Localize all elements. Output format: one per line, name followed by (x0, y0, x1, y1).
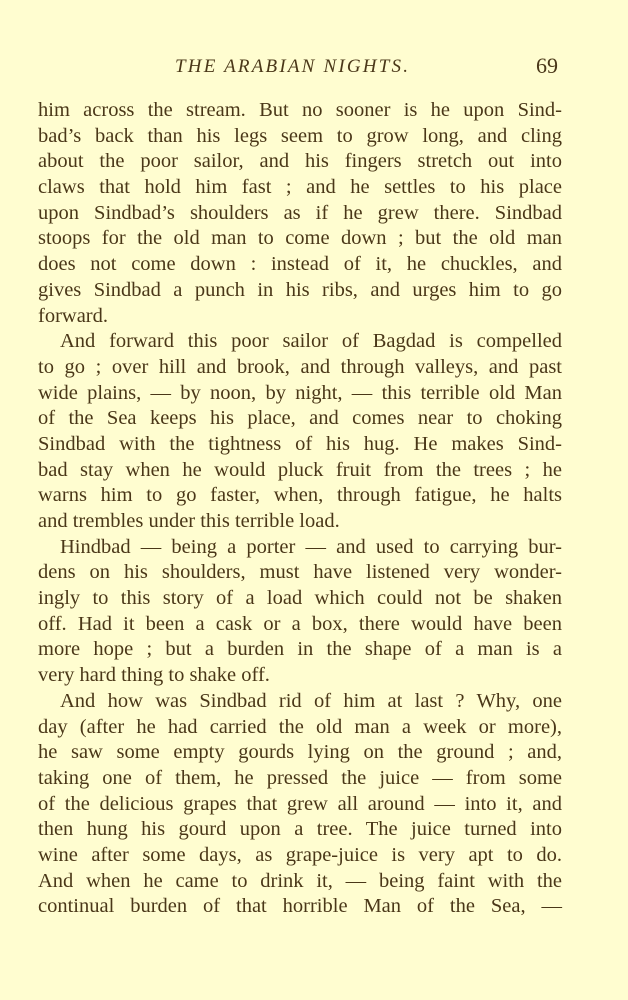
running-head (0, 52, 628, 82)
text-line: more hope ; but a burden in the shape of a man is a (38, 638, 562, 661)
body-text (38, 98, 562, 920)
text-line: off. Had it been a cask or a box, there would have been (38, 612, 562, 635)
text-line: dens on his shoulders, must have listened very wonder- (38, 561, 562, 584)
text-line: does not come down : instead of it, he chuckles, and (38, 253, 562, 276)
text-line: day (after he had carried the old man a week or more), (38, 715, 562, 738)
text-line: to go ; over hill and brook, and through valleys, and past (38, 355, 562, 378)
text-line: And how was Sindbad rid of him at last ? Why, one (60, 689, 562, 712)
text-line: stoops for the old man to come down ; but the old man (38, 227, 562, 250)
text-line: continual burden of that horrible Man of the Sea, — (38, 895, 562, 918)
text-line: Hindbad — being a porter — and used to carrying bur- (60, 535, 562, 558)
text-line: claws that hold him fast ; and he settles to his place (38, 176, 562, 199)
text-line: warns him to go faster, when, through fatigue, he halts (38, 484, 562, 507)
text-line: of the delicious grapes that grew all around — into it, and (38, 792, 562, 815)
text-line: then hung his gourd upon a tree. The juice turned into (38, 818, 562, 841)
text-line: And when he came to drink it, — being faint with the (38, 869, 562, 892)
page-number: 69 (536, 53, 558, 78)
text-line: and trembles under this terrible load. (38, 510, 340, 532)
text-line: forward. (38, 304, 109, 327)
text-line: bad’s back than his legs seem to grow long, and cling (38, 124, 562, 147)
text-line: upon Sindbad’s shoulders as if he grew there. Sindbad (38, 201, 562, 224)
text-line: him across the stream. But no sooner is he upon Sind- (38, 99, 562, 121)
text-line: wine after some days, as grape-juice is very apt to do. (38, 843, 562, 866)
running-title: THE ARABIAN NIGHTS. (175, 56, 411, 77)
text-line: And forward this poor sailor of Bagdad is compelled (60, 330, 562, 353)
text-line: very hard thing to shake off. (38, 664, 270, 687)
text-line: bad stay when he would pluck fruit from the trees ; he (38, 458, 562, 481)
text-line: taking one of them, he pressed the juice — from some (38, 766, 562, 789)
text-line: of the Sea keeps his place, and comes near to choking (38, 407, 562, 430)
text-line: gives Sindbad a punch in his ribs, and urges him to go (38, 278, 562, 301)
text-line: ingly to this story of a load which could not be shaken (38, 587, 562, 610)
text-line: Sindbad with the tightness of his hug. He makes Sind- (38, 432, 562, 455)
text-line: about the poor sailor, and his fingers stretch out into (38, 150, 562, 173)
text-line: he saw some empty gourds lying on the ground ; and, (38, 741, 562, 764)
text-line: wide plains, — by noon, by night, — this terrible old Man (38, 381, 562, 404)
